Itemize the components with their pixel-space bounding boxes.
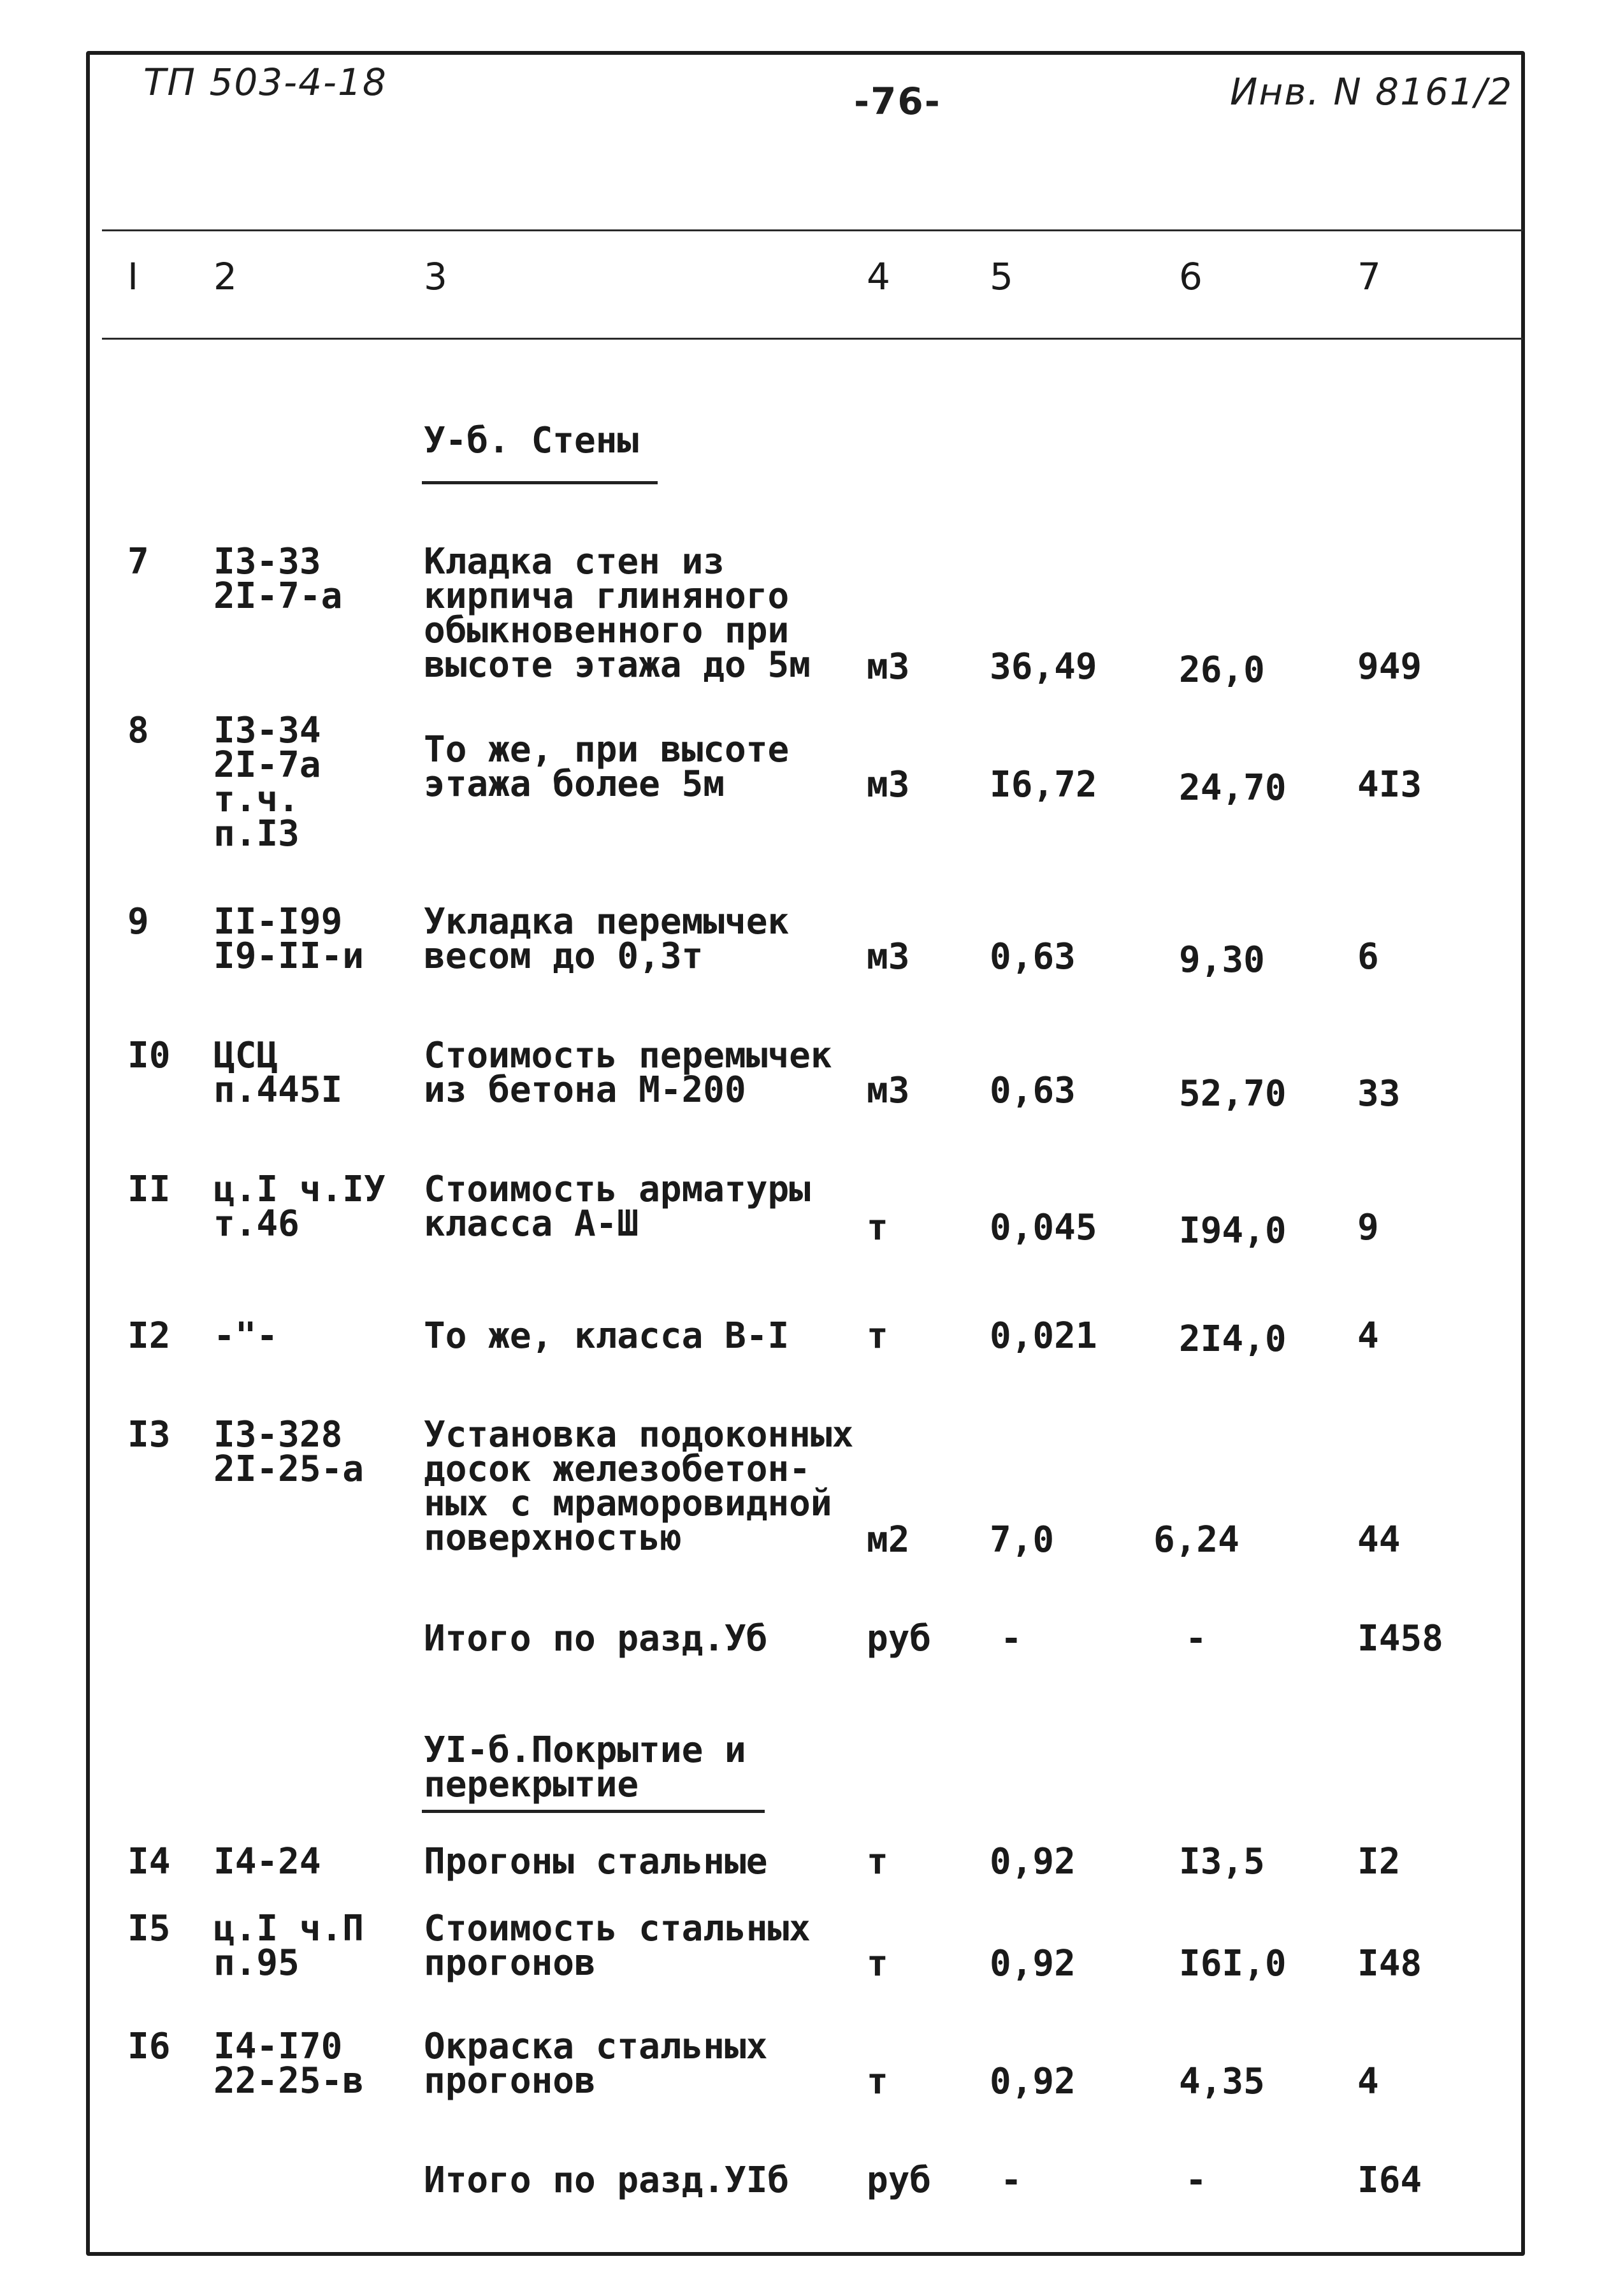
section-total-price: - (1185, 1618, 1207, 1659)
row-number: I5 (127, 1908, 171, 1949)
row-unit: м3 (867, 1070, 910, 1111)
row-number: 7 (127, 541, 149, 582)
column-header-divider (102, 338, 1523, 340)
row-number: I2 (127, 1315, 171, 1357)
row-name: Окраска стальных прогонов (424, 2026, 768, 2102)
row-price: I3,5 (1179, 1841, 1265, 1882)
section-title-underline (422, 481, 658, 484)
row-qty: 0,045 (990, 1207, 1097, 1248)
row-qty: 7,0 (990, 1519, 1055, 1561)
section-title-walls: У-б. Стены (424, 420, 639, 461)
row-price: I6I,0 (1179, 1943, 1287, 1984)
row-number: I4 (127, 1841, 171, 1882)
row-price: 6,24 (1153, 1519, 1239, 1561)
section-total-unit: руб (867, 1618, 932, 1659)
row-code: I3-328 2I-25-а (213, 1414, 365, 1490)
section-title-roofing: УI-б.Покрытие и перекрытие (424, 1729, 746, 1805)
row-code: -"- (213, 1315, 278, 1357)
row-qty: 0,92 (990, 1841, 1076, 1882)
page-number: -76- (854, 80, 941, 123)
row-sum: 6 (1357, 936, 1379, 978)
row-number: 9 (127, 901, 149, 942)
col-header-3: 3 (424, 255, 447, 298)
row-code: I4-I70 22-25-в (213, 2026, 365, 2102)
section-total-unit: руб (867, 2160, 932, 2201)
col-header-7: 7 (1357, 255, 1381, 298)
row-sum: 9 (1357, 1207, 1379, 1248)
section-total-label: Итого по разд.УIб (424, 2160, 790, 2201)
row-unit: т (867, 1841, 888, 1882)
row-number: 8 (127, 710, 149, 751)
row-price: I94,0 (1179, 1210, 1287, 1252)
row-sum: 4 (1357, 1315, 1379, 1357)
row-sum: I2 (1357, 1841, 1401, 1882)
section-title-underline (422, 1810, 765, 1813)
col-header-5: 5 (990, 255, 1013, 298)
row-qty: 36,49 (990, 646, 1097, 688)
row-qty: 0,92 (990, 1943, 1076, 1984)
row-code: ц.I ч.П п.95 (213, 1908, 365, 1984)
row-unit: м3 (867, 646, 910, 688)
row-name: Стоимость перемычек из бетона М-200 (424, 1035, 832, 1111)
col-header-2: 2 (213, 255, 237, 298)
section-total-sum: I64 (1357, 2160, 1422, 2201)
section-total-qty: - (1000, 1618, 1022, 1659)
row-sum: 33 (1357, 1073, 1401, 1115)
row-qty: 0,63 (990, 1070, 1076, 1111)
row-name: То же, при высоте этажа более 5м (424, 729, 790, 805)
row-qty: 0,92 (990, 2061, 1076, 2102)
row-code: I3-33 2I-7-а (213, 541, 343, 617)
row-price: 9,30 (1179, 939, 1265, 981)
row-name: Прогоны стальные (424, 1841, 768, 1882)
row-code: I4-24 (213, 1841, 321, 1882)
inventory-number: Инв. N 8161/2 (1230, 70, 1513, 113)
row-name: Укладка перемычек весом до 0,3т (424, 901, 790, 977)
row-sum: 4I3 (1357, 764, 1422, 805)
row-price: 4,35 (1179, 2061, 1265, 2102)
row-name: Стоимость арматуры класса А-Ш (424, 1169, 811, 1245)
row-name: Стоимость стальных прогонов (424, 1908, 811, 1984)
row-name: Кладка стен из кирпича глиняного обыкновенного при высоте этажа до 5м (424, 541, 811, 686)
row-unit: т (867, 1943, 888, 1984)
row-price: 2I4,0 (1179, 1318, 1287, 1360)
row-sum: 44 (1357, 1519, 1401, 1561)
row-name: Установка подоконных досок железобетон- ных с мраморовидной поверхностью (424, 1414, 854, 1559)
row-sum: I48 (1357, 1943, 1422, 1984)
row-name: То же, класса В-I (424, 1315, 790, 1357)
row-code: II-I99 I9-II-и (213, 901, 365, 977)
row-code: I3-34 2I-7а т.ч. п.I3 (213, 710, 321, 855)
col-header-1: I (127, 255, 139, 298)
row-unit: т (867, 2061, 888, 2102)
row-number: I6 (127, 2026, 171, 2067)
header-divider (102, 229, 1523, 231)
row-unit: т (867, 1207, 888, 1248)
row-unit: м3 (867, 936, 910, 978)
row-number: I0 (127, 1035, 171, 1076)
row-sum: 4 (1357, 2061, 1379, 2102)
project-number: ТП 503-4-18 (143, 61, 387, 104)
row-unit: м3 (867, 764, 910, 805)
row-number: II (127, 1169, 171, 1210)
col-header-6: 6 (1179, 255, 1203, 298)
section-total-label: Итого по разд.Уб (424, 1618, 768, 1659)
section-total-qty: - (1000, 2160, 1022, 2201)
row-qty: I6,72 (990, 764, 1097, 805)
section-total-price: - (1185, 2160, 1207, 2201)
row-sum: 949 (1357, 646, 1422, 688)
row-unit: м2 (867, 1519, 910, 1561)
row-number: I3 (127, 1414, 171, 1455)
row-price: 24,70 (1179, 767, 1287, 809)
row-unit: т (867, 1315, 888, 1357)
row-price: 52,70 (1179, 1073, 1287, 1115)
row-price: 26,0 (1179, 649, 1265, 691)
row-code: ЦСЦ п.445I (213, 1035, 343, 1111)
row-qty: 0,021 (990, 1315, 1097, 1357)
section-total-sum: I458 (1357, 1618, 1443, 1659)
row-code: ц.I ч.IУ т.46 (213, 1169, 386, 1245)
row-qty: 0,63 (990, 936, 1076, 978)
col-header-4: 4 (867, 255, 890, 298)
